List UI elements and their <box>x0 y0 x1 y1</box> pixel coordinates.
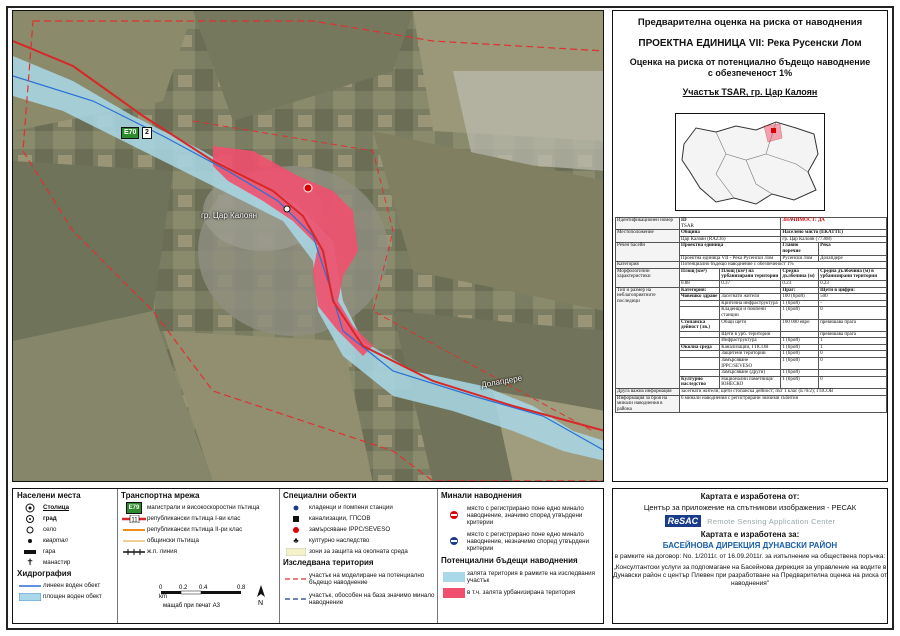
future-floods-title: Потенциални бъдещи наводнения <box>441 556 578 565</box>
satellite-map-canvas <box>13 11 604 482</box>
legend-item <box>17 524 113 535</box>
legend-label: участък, обособен на база значимо минало наводнение <box>309 592 435 606</box>
legend-transport <box>121 491 277 557</box>
pu-value: Проектна единица VII - Река Русенски Лом <box>680 255 781 262</box>
river-line-icon <box>17 583 43 589</box>
morph-label: Морфологични характеристики <box>616 268 680 287</box>
district-icon <box>17 536 43 546</box>
assessment-title-line-1: Оценка на риска от потенциално бъдещо наводнение <box>629 57 871 67</box>
highway-shield: Е79 <box>126 502 143 514</box>
settlement-value: гр. Цар Калоян (77308) <box>781 236 887 243</box>
map-legend <box>12 488 604 624</box>
pollution-icon <box>283 526 309 534</box>
heritage-icon: ♣ <box>293 536 299 545</box>
impact-cell: 100 (брой) <box>781 294 819 301</box>
impact-cell: 1 (брой) <box>781 300 819 307</box>
model-section-icon <box>283 576 309 582</box>
morph-value: 0.37 <box>720 280 781 287</box>
legend-item <box>121 535 277 546</box>
settlements-title: Населени места <box>17 491 81 500</box>
category-value: Потенциално бъдещо наводнение с обезпеченост 1% <box>680 262 887 269</box>
legend-item <box>121 524 277 535</box>
municipality-value: Цар Калоян (RAZ36) <box>680 236 781 243</box>
impact-cell: Замърсяване IPPC/SEVESO <box>720 358 781 370</box>
river-head: Река <box>819 243 887 255</box>
legend-item <box>283 502 435 513</box>
info-panel <box>612 10 888 482</box>
morph-head: Средна дълбочина (м) <box>781 268 819 280</box>
impact-cell: Национални паметници/ЮНЕСКО <box>720 376 781 388</box>
made-for-title: Картата е изработена за: <box>700 530 800 539</box>
legend-label: манастир <box>43 559 71 566</box>
impact-head-row <box>616 287 887 294</box>
legend-item <box>441 528 601 554</box>
impact-cell <box>781 331 819 338</box>
well-icon <box>283 504 309 512</box>
legend-label: републикански пътища II-ри клас <box>147 526 243 533</box>
main-river-value: Русенски Лом <box>781 255 819 262</box>
scale-unit: km <box>159 594 167 600</box>
road-e70-shield: Е70 <box>121 127 139 139</box>
contract-line-1: в рамките на договор: No. 1/2011г. от 16.09.2011г. за изпълнение на обществена поръчка: <box>614 553 886 560</box>
impact-cell: Канализации, ГПСОВ <box>720 344 781 351</box>
study-title: Изследвана територия <box>283 558 374 567</box>
impact-head: Категория: <box>680 287 720 294</box>
basin-label: Речен басейн <box>616 243 680 262</box>
impact-cell <box>680 338 720 345</box>
impact-cell: Защитени територии <box>720 351 781 358</box>
river-value: Долапдере <box>819 255 887 262</box>
attribute-table <box>615 217 887 413</box>
legend-settlements <box>17 491 113 602</box>
legend-item <box>17 557 113 568</box>
impact-cell: Кладенци и помпени станции <box>720 307 781 319</box>
morph-head: Площ (км²) <box>680 268 720 280</box>
legend-divider <box>279 489 280 623</box>
morph-value: 0.88 <box>680 280 720 287</box>
impact-cell: 1 <box>819 344 887 351</box>
assessment-title <box>613 57 887 79</box>
legend-item <box>283 524 435 535</box>
significance: ЗНАЧИМОСТ: ДА <box>781 218 887 230</box>
impact-cell: - <box>819 300 887 307</box>
map-title: Предварителна оценка на риска от наводнения <box>637 17 863 28</box>
assessment-title-line-2: с обезпеченост 1% <box>707 68 793 78</box>
legend-label: ж.п. линия <box>147 548 177 555</box>
impact-cell: превишава прага <box>819 319 887 331</box>
protected-zone-icon <box>283 548 309 556</box>
impact-cell <box>680 370 720 377</box>
resac-name: Remote Sensing Application Center <box>707 516 836 526</box>
hydro-title: Хидрография <box>17 569 72 578</box>
made-by: Център за приложение на спътникови изображения - РЕСАК <box>643 503 857 512</box>
impact-cell: Околна среда <box>680 344 720 351</box>
legend-label: село <box>43 526 57 533</box>
morph-head: Средна дълбочина (м) в урбанизирани територии <box>819 268 887 280</box>
impact-cell: Общи щети <box>720 319 781 331</box>
impact-head: Щети в цифри: <box>819 287 887 294</box>
resac-logo-row <box>613 515 887 527</box>
resac-logo: ReSAC <box>665 515 702 527</box>
impact-head <box>720 287 781 294</box>
pu-head: Проектна единица <box>680 243 781 255</box>
minor-flood-icon <box>441 536 467 546</box>
town-label: гр. Цар Калоян <box>201 211 258 220</box>
legend-label: зони за защита на околната среда <box>309 548 408 555</box>
legend-divider <box>437 489 438 623</box>
legend-label: общински пътища <box>147 537 199 544</box>
impact-cell: 1 (брой) <box>781 307 819 319</box>
river-label: Долапдере <box>480 373 523 390</box>
legend-item <box>441 502 601 528</box>
impact-cell: Засегнати жители <box>720 294 781 301</box>
flood-map[interactable] <box>12 10 604 482</box>
legend-item <box>121 513 277 524</box>
legend-label: в т.ч. залята урбанизирана територия <box>467 589 576 596</box>
project-unit-title: ПРОЕКТНА ЕДИНИЦА VII: Река Русенски Лом <box>638 38 862 49</box>
legend-label: магистрали и високоскоростни пътища <box>147 504 260 511</box>
legend-item <box>17 535 113 546</box>
capital-icon <box>17 503 43 513</box>
transport-title: Транспортна мрежа <box>121 491 200 500</box>
morph-value: 0.23 <box>819 280 887 287</box>
monastery-icon: ✝ <box>26 557 34 567</box>
category-label: Категория <box>616 262 680 269</box>
legend-item <box>283 513 435 524</box>
impact-cell: 0 <box>819 376 887 388</box>
legend-item <box>283 535 435 546</box>
morph-value: 0.23 <box>781 280 819 287</box>
legend-item <box>17 591 113 602</box>
impact-cell: 0 <box>819 358 887 370</box>
impact-cell: 1 (брой) <box>781 344 819 351</box>
settlement-head: Населено място (ЕКАТТЕ) <box>781 230 887 237</box>
impact-cell: Замърсяване (други) <box>720 370 781 377</box>
legend-floods <box>441 491 601 598</box>
legend-label: място с регистрирано поне едно минало наводнение, значимо според утвърдени критерии <box>467 504 584 526</box>
impact-cell: превишава прага <box>819 331 887 338</box>
special-title: Специални обекти <box>283 491 357 500</box>
highway-icon <box>121 502 147 514</box>
legend-item <box>17 546 113 557</box>
impact-cell: Човешко здраве <box>680 294 720 301</box>
legend-label: линеен воден обект <box>43 582 101 589</box>
past-floods-title: Минали наводнения <box>441 491 522 500</box>
legend-label: замърсяване IPPC/SEVESO <box>309 526 391 533</box>
scale-tick: 0 <box>159 585 163 591</box>
other-value: засегнати жители; щети стопанска дейност; път 1 клас (Е70/2); ГПСОВ <box>680 389 887 396</box>
legend-label: кладенци и помпени станции <box>309 504 393 511</box>
legend-label: републикански пътища I-ви клас <box>147 515 241 522</box>
sewage-icon <box>283 515 309 523</box>
legend-item <box>283 546 435 557</box>
railway-icon <box>121 549 147 555</box>
village-icon <box>17 525 43 535</box>
municipality-head: Община <box>680 230 781 237</box>
scale-bar-graphic <box>157 581 277 621</box>
id-cell <box>680 218 781 230</box>
credits-panel <box>612 488 888 624</box>
impact-cell: 1 (брой) <box>781 338 819 345</box>
legend-label: канализации, ГПСОВ <box>309 515 371 522</box>
legend-label: залята територия в рамките на изследвания участък <box>467 570 595 584</box>
legend-label: площен воден обект <box>43 593 102 600</box>
station-icon <box>17 549 43 555</box>
bulgaria-outline <box>676 114 824 210</box>
water-area-icon <box>17 593 43 601</box>
scale-tick: 0.4 <box>199 585 208 591</box>
legend-divider <box>117 489 118 623</box>
made-by-title: Картата е изработена от: <box>700 492 800 501</box>
id-value: TSAR <box>681 223 694 229</box>
impact-cell <box>680 300 720 307</box>
legend-item <box>17 502 113 513</box>
legend-item <box>17 513 113 524</box>
location-inset-map <box>675 113 825 211</box>
impact-cell <box>680 307 720 319</box>
class1-road-icon <box>121 515 147 523</box>
impact-cell: 500 <box>819 294 887 301</box>
morph-head: Площ (км²) на урбанизирани територии <box>720 268 781 280</box>
legend-item <box>441 587 601 598</box>
legend-label: квартал <box>43 537 68 544</box>
impact-cell: 1 (брой) <box>781 370 819 377</box>
legend-item <box>121 502 277 513</box>
legend-label: културно наследство <box>309 537 370 544</box>
impact-cell: 0 <box>819 351 887 358</box>
impact-label: Тип и размер на неблагоприятните последици <box>616 287 680 389</box>
impact-cell: 0 <box>819 307 887 319</box>
impact-cell <box>680 358 720 370</box>
municipal-road-icon <box>121 538 147 544</box>
location-label: Местоположение <box>616 230 680 243</box>
legend-item <box>121 546 277 557</box>
legend-item <box>283 569 435 589</box>
flooded-area-icon <box>441 572 467 582</box>
impact-cell: Щети в урб. територии <box>720 331 781 338</box>
impact-cell: 1 <box>819 338 887 345</box>
impact-cell <box>819 370 887 377</box>
impact-cell: Стопанска дейност (лв.) <box>680 319 720 331</box>
legend-label: място с регистрирано поне едно минало наводнение, незначимо според утвърдени критерии <box>467 530 590 552</box>
impact-cell: Инфраструктура <box>720 338 781 345</box>
flooded-urban-icon <box>441 588 467 598</box>
impact-cell: 1 (брой) <box>781 358 819 370</box>
city-icon <box>17 514 43 524</box>
impact-cell <box>680 351 720 358</box>
legend-special <box>283 491 435 609</box>
north-label: N <box>258 600 264 607</box>
section-title: Участък TSAR, гр. Цар Калоян <box>682 87 818 97</box>
legend-item <box>283 589 435 609</box>
other-label: Друга важна информация <box>616 389 680 396</box>
past-flood-label: Информация за броя на минали наводнения в района <box>616 395 680 413</box>
scale-tick: 0.8 <box>237 585 246 591</box>
significant-flood-icon <box>441 510 467 520</box>
impact-cell: Критична инфраструктура <box>720 300 781 307</box>
legend-item <box>17 580 113 591</box>
legend-label: гара <box>43 548 56 555</box>
road-2-shield: 2 <box>142 127 152 139</box>
impact-cell <box>680 331 720 338</box>
scale-bar <box>157 581 277 621</box>
main-river-head: Главно поречие <box>781 243 819 255</box>
legend-label: Столица <box>43 504 70 511</box>
past-section-icon <box>283 596 309 602</box>
impact-cell: 1 (брой) <box>781 376 819 388</box>
impact-cell: 100 000 евро <box>781 319 819 331</box>
impact-cell: 1 (брой) <box>781 351 819 358</box>
north-arrow-icon <box>257 585 265 597</box>
id-label: Идентификационен номер <box>616 218 680 230</box>
contract-line-2: „Консултантски услуги за подпомагане на Басейнова дирекция за управление на водите в Дунавски район с център Плевен при разработване на Предварителна оценка на риска от наводнения" <box>613 564 887 587</box>
basin-directorate-logo: БАСЕЙНОВА ДИРЕКЦИЯ ДУНАВСКИ РАЙОН <box>662 541 838 550</box>
impact-head: Праг: <box>781 287 819 294</box>
id-key: ID <box>681 218 687 223</box>
impact-cell: Културно наследство <box>680 376 720 388</box>
legend-item <box>441 567 601 587</box>
legend-label: град <box>43 515 57 522</box>
impact-table-body <box>616 287 887 389</box>
legend-label: участък на моделиране на потенциално бъдещо наводнение <box>309 572 425 586</box>
scale-tick: 0.2 <box>179 585 188 591</box>
scale-caption: мащаб при печат А3 <box>163 603 220 609</box>
past-flood-value: 6 минали наводнения с регистрирани значими събития <box>680 395 887 413</box>
class2-road-icon <box>121 527 147 533</box>
class1-road-shield: 11 <box>131 517 138 523</box>
